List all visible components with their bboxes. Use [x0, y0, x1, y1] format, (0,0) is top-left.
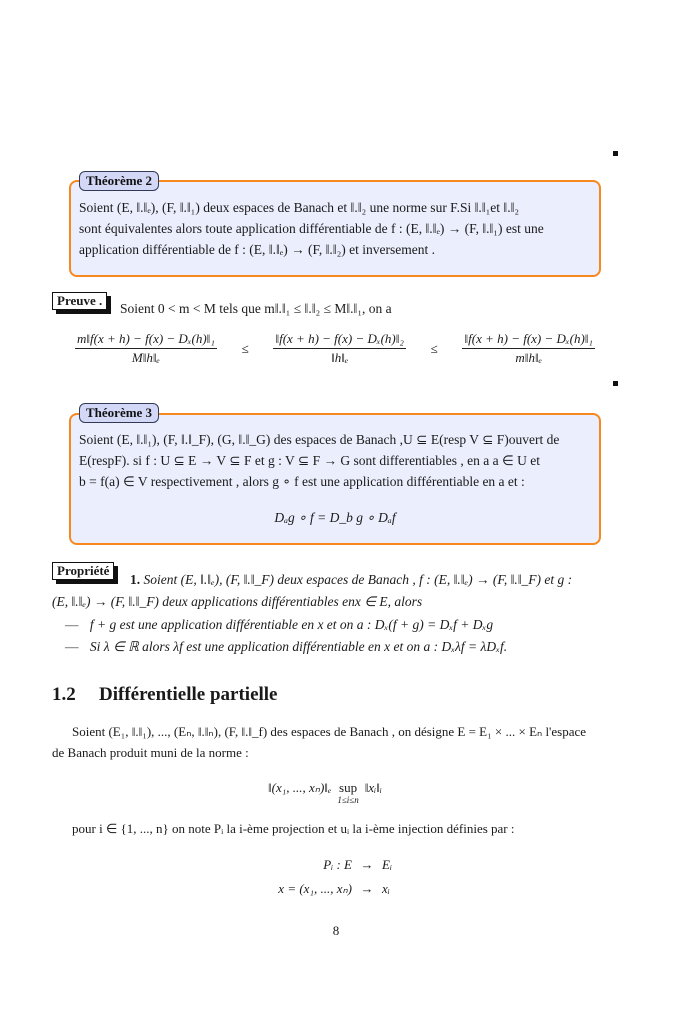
dash-bullet: — — [65, 617, 79, 632]
fraction-3: $\frac{\text{‖f(x + h) − f(x) − Dₓ(h)‖₁}}{\text{m‖h‖ₑ}}$ — [464, 331, 593, 365]
theorem-2-body — [79, 197, 591, 260]
norm-equation: ‖(x₁, ..., xₙ)‖ₑ sup 1≤i≤n ‖xᵢ‖ᵢ — [268, 780, 382, 805]
section-paragraph-1-line-2: de Banach produit muni de la norme : — [52, 745, 249, 760]
map-row: x = (x₁, ..., xₙ) → xᵢ — [278, 881, 390, 896]
map-row: Pᵢ : E → Eᵢ — [323, 857, 392, 872]
theorem-3-label: Théorème 3 — [79, 403, 159, 423]
theorem-3-line: E(respF). si f : U ⊆ E → V ⊆ F et g : V ⊆ F → G sont differentiables , en a a ∈ U et — [79, 453, 541, 468]
dash-bullet: — — [65, 639, 79, 654]
theorem-3-equation: Dₐg ∘ f = D_b g ∘ Dₐf — [274, 510, 396, 525]
proof-text: Soient 0 < m < M tels que m‖.‖₁ ≤ ‖.‖₂ ≤ M‖.‖₁, on a — [120, 301, 392, 316]
section-paragraph-2: pour i ∈ {1, ..., n} on note Pᵢ la i-ème projection et uᵢ la i-ème injection définies par : — [72, 821, 515, 836]
list-item: — f + g est une application différentiable en x et on a : Dₓ(f + g) = Dₓf + Dₓg — [65, 617, 494, 632]
section-heading — [52, 684, 278, 706]
theorem-2-line: Soient (E, ‖.‖ₑ), (F, ‖.‖₁) deux espaces de Banach et ‖.‖₂ une norme sur F.Si ‖.‖₁et ‖.‖₂ — [79, 200, 520, 215]
qed-square-icon — [613, 151, 618, 156]
proof-inequality — [75, 331, 595, 366]
projection-map — [250, 853, 392, 901]
leq-symbol: ≤ — [430, 340, 438, 356]
property-number: 1. — [130, 572, 141, 587]
fraction-2: $\frac{\text{‖f(x + h) − f(x) − Dₓ(h)‖₂}}{\text{‖h‖ₑ}}$ — [275, 331, 404, 365]
fraction-1: $\frac{\text{m‖f(x + h) − f(x) − Dₓ(h)‖₁}}{\text{M‖h‖ₑ}}$ — [77, 331, 215, 365]
section-paragraph-1-line-1: Soient (E₁, ‖.‖₁), ..., (Eₙ, ‖.‖ₙ), (F, ‖.‖_f) des espaces de Banach , on désigne E = E₁ × ... × Eₙ l'espace — [72, 724, 587, 739]
theorem-3-line: b = f(a) ∈ V respectivement , alors g ∘ f est une application différentiable en a et : — [79, 474, 525, 489]
page-number: 8 — [332, 923, 340, 938]
property-first-line — [130, 570, 572, 590]
leq-symbol: ≤ — [241, 340, 249, 356]
sup-operator: sup 1≤i≤n — [337, 780, 359, 805]
list-item: — Si λ ∈ ℝ alors λf est une application différentiable en x et on a : Dₓλf = λDₓf. — [65, 639, 508, 654]
theorem-2-line: sont équivalentes alors toute application différentiable de f : (E, ‖.‖ₑ) → (F, ‖.‖₁) est une — [79, 221, 544, 236]
theorem-3-body — [79, 429, 591, 492]
section-title: Différentielle partielle — [99, 684, 278, 705]
proof-label: Preuve . — [52, 292, 107, 310]
theorem-2-line: application différentiable de f : (E, ‖.‖ₑ) → (F, ‖.‖₂) et inversement . — [79, 242, 436, 257]
theorem-2-label: Théorème 2 — [79, 171, 159, 191]
qed-square-icon — [613, 381, 618, 386]
property-line-1: Soient (E, ‖.‖ₑ), (F, ‖.‖_F) deux espaces de Banach , f : (E, ‖.‖ₑ) → (F, ‖.‖_F) et g : — [143, 572, 573, 587]
property-line-2: (E, ‖.‖ₑ) → (F, ‖.‖_F) deux applications différentiables enx ∈ E, alors — [52, 594, 423, 609]
theorem-3-line: Soient (E, ‖.‖₁), (F, ‖.‖_F), (G, ‖.‖_G) des espaces de Banach ,U ⊆ E(resp V ⊆ F)ouvert de — [79, 432, 560, 447]
section-number: 1.2 — [52, 684, 76, 705]
property-label: Propriété — [52, 562, 114, 580]
property-list — [65, 614, 507, 658]
